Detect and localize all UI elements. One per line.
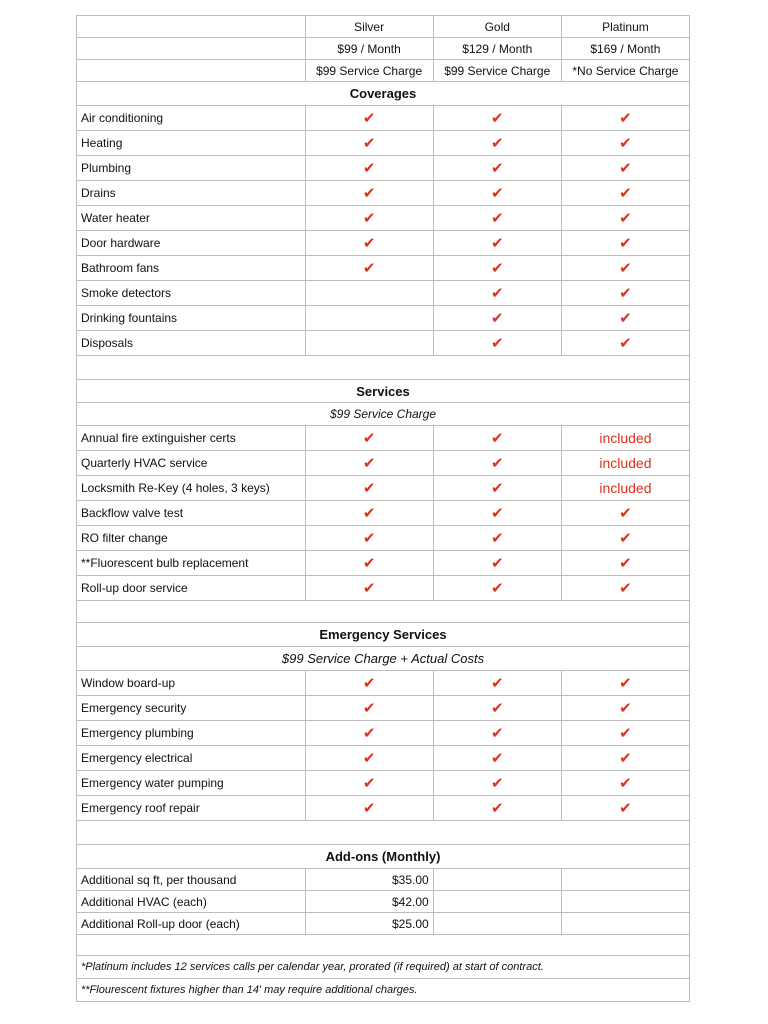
section-header-addons <box>77 845 690 869</box>
footnotes <box>77 956 690 1002</box>
table-row <box>77 331 690 356</box>
check-icon: ✔ <box>433 231 561 256</box>
table-row <box>77 281 690 306</box>
section-header-coverages <box>77 82 690 106</box>
plan-charge-row <box>77 60 690 82</box>
table-row <box>77 576 690 601</box>
addon-price: $42.00 <box>305 891 433 913</box>
row-label: Emergency roof repair <box>77 796 306 821</box>
check-icon: ✔ <box>433 131 561 156</box>
section-subtitle-emergency <box>77 647 690 671</box>
check-icon: ✔ <box>561 796 689 821</box>
section-title: Services <box>77 380 690 403</box>
section-title: Add-ons (Monthly) <box>77 845 690 869</box>
plan-name-gold: Gold <box>433 16 561 38</box>
section-header-emergency <box>77 623 690 647</box>
check-icon: ✔ <box>561 281 689 306</box>
check-icon: ✔ <box>561 551 689 576</box>
check-icon: ✔ <box>305 476 433 501</box>
section-subtitle-services <box>77 403 690 426</box>
row-label: Door hardware <box>77 231 306 256</box>
addon-row <box>77 869 690 891</box>
check-icon: ✔ <box>433 156 561 181</box>
check-icon: ✔ <box>305 551 433 576</box>
addon-price: $25.00 <box>305 913 433 935</box>
empty-cell <box>433 913 561 935</box>
spacer-cell <box>77 935 690 956</box>
row-label: **Fluorescent bulb replacement <box>77 551 306 576</box>
check-icon: ✔ <box>433 551 561 576</box>
plan-price-gold: $129 / Month <box>433 38 561 60</box>
row-label: Heating <box>77 131 306 156</box>
row-label: Backflow valve test <box>77 501 306 526</box>
addon-row <box>77 891 690 913</box>
table-row <box>77 671 690 696</box>
check-icon: ✔ <box>305 451 433 476</box>
check-icon: ✔ <box>561 501 689 526</box>
row-label: Drinking fountains <box>77 306 306 331</box>
row-label: Roll-up door service <box>77 576 306 601</box>
table-row <box>77 501 690 526</box>
table-row <box>77 256 690 281</box>
row-label: Smoke detectors <box>77 281 306 306</box>
check-icon: ✔ <box>561 206 689 231</box>
check-icon: ✔ <box>305 131 433 156</box>
check-icon: ✔ <box>433 526 561 551</box>
plan-price-row <box>77 38 690 60</box>
check-icon: ✔ <box>305 796 433 821</box>
check-icon: ✔ <box>561 331 689 356</box>
check-icon: ✔ <box>305 721 433 746</box>
table-row <box>77 156 690 181</box>
check-icon: ✔ <box>433 451 561 476</box>
check-icon: ✔ <box>305 256 433 281</box>
included-label: included <box>561 476 689 501</box>
plan-name-row <box>77 16 690 38</box>
table-row <box>77 746 690 771</box>
table-row <box>77 131 690 156</box>
spacer-cell <box>77 601 690 623</box>
row-label: Emergency security <box>77 696 306 721</box>
check-icon: ✔ <box>433 306 561 331</box>
table-row <box>77 451 690 476</box>
check-icon: ✔ <box>433 771 561 796</box>
empty-cell <box>561 913 689 935</box>
check-icon: ✔ <box>561 306 689 331</box>
check-icon: ✔ <box>305 671 433 696</box>
check-icon: ✔ <box>305 526 433 551</box>
check-icon: ✔ <box>433 281 561 306</box>
check-icon: ✔ <box>305 771 433 796</box>
row-label: Emergency water pumping <box>77 771 306 796</box>
check-icon: ✔ <box>561 256 689 281</box>
check-icon: ✔ <box>561 696 689 721</box>
table-row <box>77 181 690 206</box>
empty-cell <box>305 306 433 331</box>
footnote-row <box>77 979 690 1002</box>
addon-label: Additional sq ft, per thousand <box>77 869 306 891</box>
addon-label: Additional Roll-up door (each) <box>77 913 306 935</box>
check-icon: ✔ <box>305 746 433 771</box>
row-label: Locksmith Re-Key (4 holes, 3 keys) <box>77 476 306 501</box>
check-icon: ✔ <box>561 131 689 156</box>
row-label: Bathroom fans <box>77 256 306 281</box>
check-icon: ✔ <box>305 206 433 231</box>
footnote-fluorescent: **Flourescent fixtures higher than 14' may require additional charges. <box>77 979 690 1002</box>
table-row <box>77 426 690 451</box>
row-label: Quarterly HVAC service <box>77 451 306 476</box>
empty-cell <box>305 281 433 306</box>
check-icon: ✔ <box>433 426 561 451</box>
empty-cell <box>561 891 689 913</box>
spacer-cell <box>77 356 690 380</box>
coverage-spacer <box>77 356 690 380</box>
check-icon: ✔ <box>433 106 561 131</box>
plan-name-silver: Silver <box>305 16 433 38</box>
table-row <box>77 476 690 501</box>
plan-name-platinum: Platinum <box>561 16 689 38</box>
table-row <box>77 721 690 746</box>
check-icon: ✔ <box>561 156 689 181</box>
table-row <box>77 106 690 131</box>
empty-cell <box>77 38 306 60</box>
check-icon: ✔ <box>561 106 689 131</box>
addons-spacer <box>77 935 690 956</box>
plan-price-silver: $99 / Month <box>305 38 433 60</box>
check-icon: ✔ <box>561 181 689 206</box>
check-icon: ✔ <box>433 576 561 601</box>
table-row <box>77 771 690 796</box>
addon-row <box>77 913 690 935</box>
row-label: Disposals <box>77 331 306 356</box>
plan-charge-silver: $99 Service Charge <box>305 60 433 82</box>
check-icon: ✔ <box>561 746 689 771</box>
plan-price-platinum: $169 / Month <box>561 38 689 60</box>
check-icon: ✔ <box>433 721 561 746</box>
empty-cell <box>433 891 561 913</box>
check-icon: ✔ <box>305 576 433 601</box>
emergency-spacer <box>77 821 690 845</box>
section-subtitle: $99 Service Charge <box>77 403 690 426</box>
check-icon: ✔ <box>433 256 561 281</box>
footnote-platinum: *Platinum includes 12 services calls per calendar year, prorated (if required) at start of contract. <box>77 956 690 979</box>
plan-comparison-table <box>76 15 690 1002</box>
row-label: Water heater <box>77 206 306 231</box>
check-icon: ✔ <box>433 796 561 821</box>
section-title: Coverages <box>77 82 690 106</box>
check-icon: ✔ <box>433 746 561 771</box>
plan-charge-platinum: *No Service Charge <box>561 60 689 82</box>
check-icon: ✔ <box>305 501 433 526</box>
empty-cell <box>77 60 306 82</box>
row-label: Plumbing <box>77 156 306 181</box>
check-icon: ✔ <box>561 721 689 746</box>
check-icon: ✔ <box>561 671 689 696</box>
table-row <box>77 796 690 821</box>
check-icon: ✔ <box>561 231 689 256</box>
section-title: Emergency Services <box>77 623 690 647</box>
check-icon: ✔ <box>561 526 689 551</box>
empty-cell <box>561 869 689 891</box>
plan-charge-gold: $99 Service Charge <box>433 60 561 82</box>
check-icon: ✔ <box>305 231 433 256</box>
table-row <box>77 231 690 256</box>
check-icon: ✔ <box>305 696 433 721</box>
footnote-row <box>77 956 690 979</box>
check-icon: ✔ <box>433 476 561 501</box>
empty-cell <box>77 16 306 38</box>
check-icon: ✔ <box>433 696 561 721</box>
row-label: Air conditioning <box>77 106 306 131</box>
row-label: RO filter change <box>77 526 306 551</box>
services-spacer <box>77 601 690 623</box>
check-icon: ✔ <box>305 156 433 181</box>
row-label: Emergency plumbing <box>77 721 306 746</box>
row-label: Emergency electrical <box>77 746 306 771</box>
check-icon: ✔ <box>433 501 561 526</box>
table-row <box>77 696 690 721</box>
check-icon: ✔ <box>561 771 689 796</box>
row-label: Drains <box>77 181 306 206</box>
table-row <box>77 526 690 551</box>
table-row <box>77 306 690 331</box>
check-icon: ✔ <box>433 181 561 206</box>
addon-price: $35.00 <box>305 869 433 891</box>
check-icon: ✔ <box>305 181 433 206</box>
check-icon: ✔ <box>305 106 433 131</box>
empty-cell <box>305 331 433 356</box>
included-label: included <box>561 426 689 451</box>
check-icon: ✔ <box>561 576 689 601</box>
check-icon: ✔ <box>305 426 433 451</box>
section-header-services <box>77 380 690 403</box>
section-subtitle: $99 Service Charge + Actual Costs <box>77 647 690 671</box>
addon-label: Additional HVAC (each) <box>77 891 306 913</box>
check-icon: ✔ <box>433 671 561 696</box>
check-icon: ✔ <box>433 331 561 356</box>
table-row <box>77 206 690 231</box>
check-icon: ✔ <box>433 206 561 231</box>
row-label: Annual fire extinguisher certs <box>77 426 306 451</box>
row-label: Window board-up <box>77 671 306 696</box>
empty-cell <box>433 869 561 891</box>
table-row <box>77 551 690 576</box>
spacer-cell <box>77 821 690 845</box>
included-label: included <box>561 451 689 476</box>
